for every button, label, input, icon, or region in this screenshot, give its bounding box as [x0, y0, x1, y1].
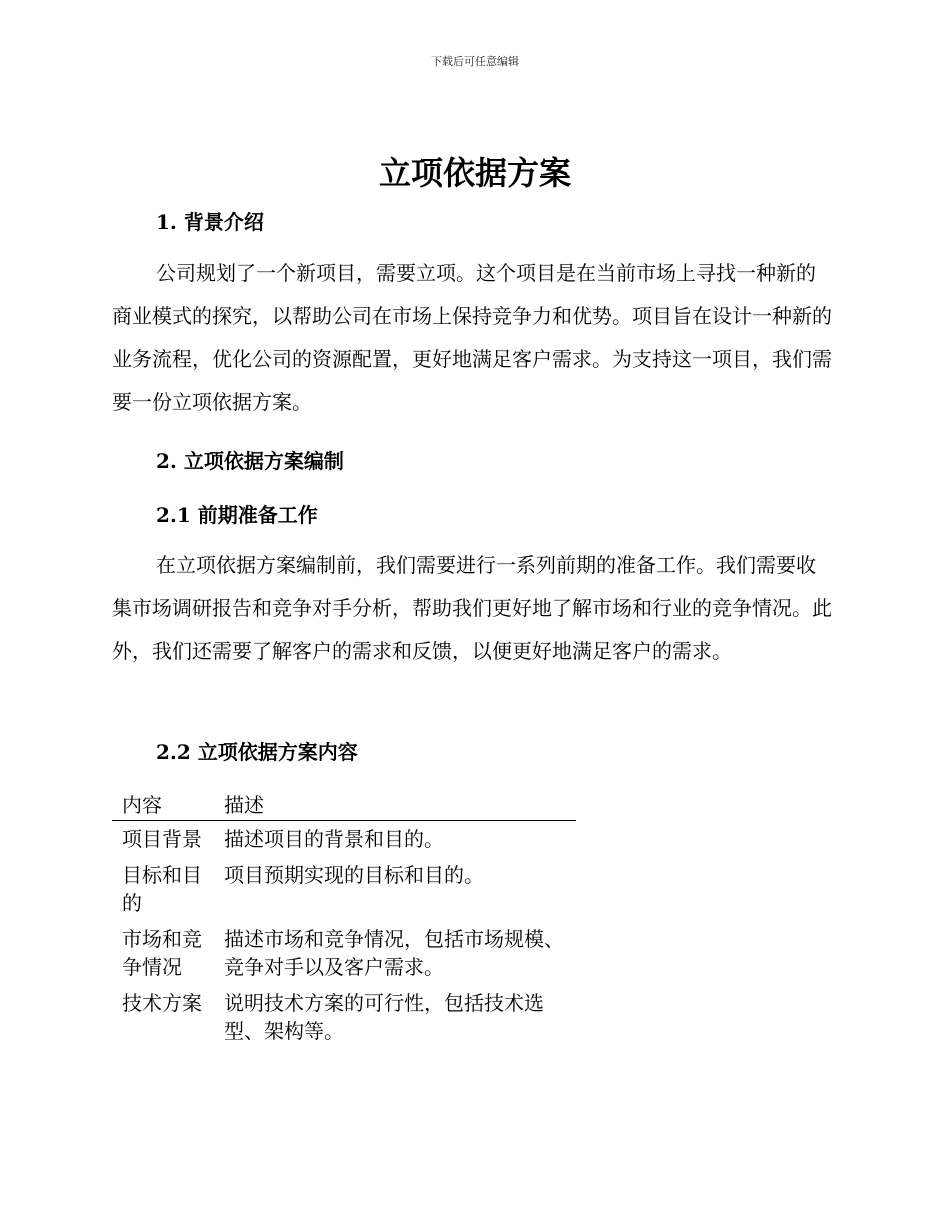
- table-cell-description: 项目预期实现的目标和目的。: [224, 863, 484, 887]
- table-cell-description: 描述市场和竞争情况，包括市场规模、竞争对手以及客户需求。: [224, 927, 564, 979]
- table-cell-item: 项目背景: [122, 827, 202, 851]
- table-header-content: 内容: [112, 788, 214, 821]
- table-cell-item: 市场和竞争情况: [122, 927, 202, 979]
- section-heading-background: 1. 背景介绍: [156, 210, 264, 234]
- document-title: 立项依据方案: [378, 154, 571, 192]
- table-cell-item: 目标和目的: [122, 863, 202, 915]
- table-row: [112, 985, 576, 1049]
- table-row: [112, 921, 576, 985]
- section-heading-preparation: 2.1 前期准备工作: [156, 503, 318, 527]
- background-paragraph: 公司规划了一个新项目，需要立项。这个项目是在当前市场上寻找一种新的商业模式的探究，以帮助公司在市场上保持竞争力和优势。项目旨在设计一种新的业务流程，优化公司的资源配置，更好地满足客户需求。为支持这一项目，我们需要一份立项依据方案。: [112, 261, 832, 414]
- preparation-paragraph: 在立项依据方案编制前，我们需要进行一系列前期的准备工作。我们需要收集市场调研报告和竞争对手分析，帮助我们更好地了解市场和行业的竞争情况。此外，我们还需要了解客户的需求和反馈，以便更好地满足客户的需求。: [112, 553, 832, 663]
- table-cell-item: 技术方案: [122, 991, 202, 1015]
- table-cell-description: 描述项目的背景和目的。: [224, 827, 444, 851]
- table-row: [112, 821, 576, 858]
- section-heading-compilation: 2. 立项依据方案编制: [156, 449, 344, 473]
- table-header-description: 描述: [214, 788, 576, 821]
- table-cell-description: 说明技术方案的可行性，包括技术选型、架构等。: [224, 991, 544, 1043]
- table-header-row: [112, 788, 576, 821]
- table-row: [112, 857, 576, 921]
- section-heading-content: 2.2 立项依据方案内容: [156, 740, 358, 764]
- content-table: [112, 788, 576, 1049]
- page-header: 下载后可任意编辑: [431, 55, 519, 68]
